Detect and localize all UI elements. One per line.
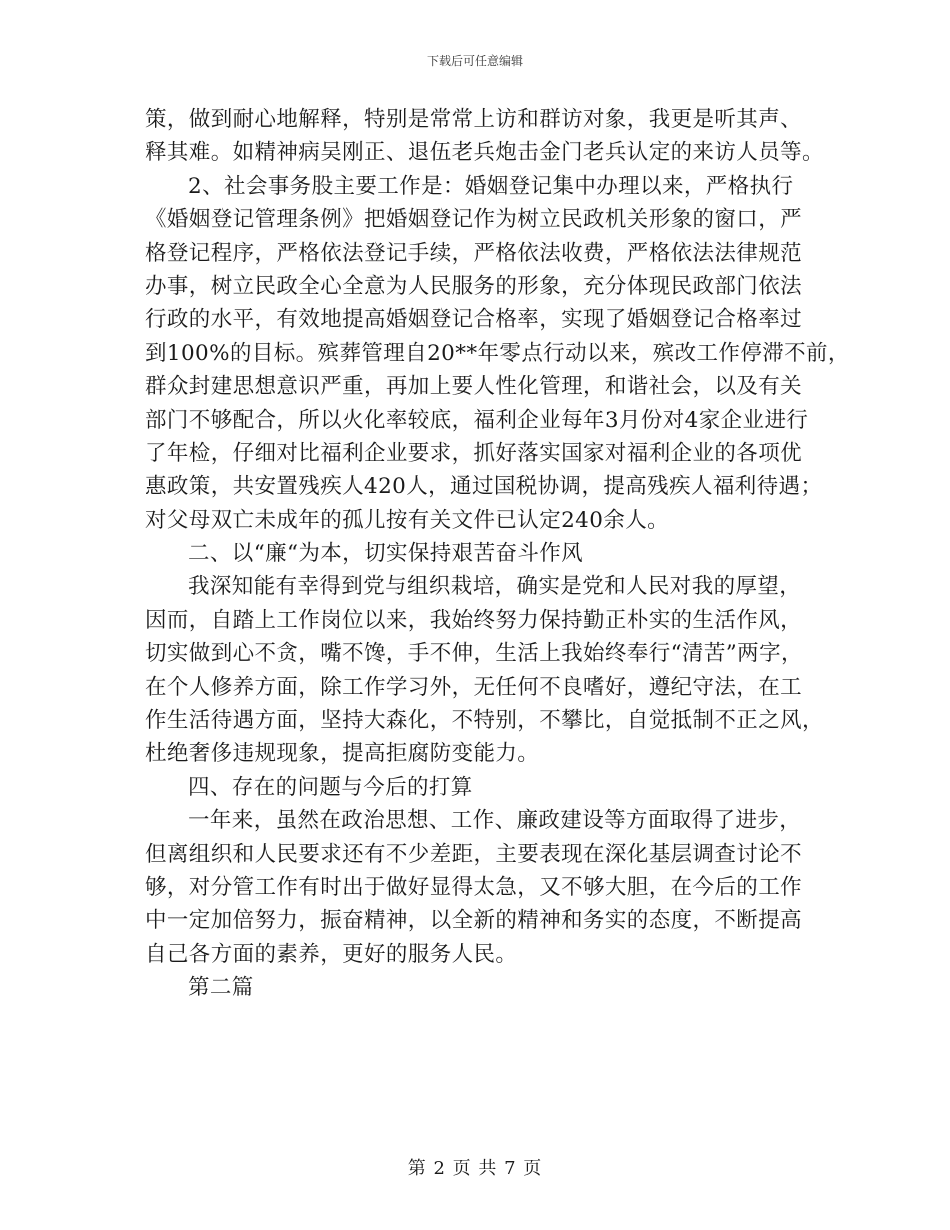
text-line: 因而，自踏上工作岗位以来，我始终努力保持勤正朴实的生活作风，: [145, 607, 803, 633]
text-line: 部门不够配合，所以火化率较底，福利企业每年3月份对4家企业进行: [145, 407, 809, 433]
text-line: 二、以“廉“为本，切实保持艰苦奋斗作风: [188, 541, 584, 567]
text-line: 到100%的目标。殡葬管理自20**年零点行动以来，殡改工作停滞不前，: [145, 340, 850, 366]
text-line: 够，对分管工作有时出于做好显得太急，又不够大胆，在今后的工作: [145, 874, 803, 900]
text-line: 但离组织和人民要求还有不少差距，主要表现在深化基层调查讨论不: [145, 841, 803, 867]
text-line: 自己各方面的素养，更好的服务人民。: [145, 941, 518, 967]
text-line: 杜绝奢侈违规现象，提高拒腐防变能力。: [145, 741, 540, 767]
text-line: 了年检，仔细对比福利企业要求，抓好落实国家对福利企业的各项优: [145, 440, 803, 466]
text-line: 策，做到耐心地解释，特别是常常上访和群访对象，我更是听其声、: [145, 107, 803, 132]
text-line: 四、存在的问题与今后的打算: [188, 774, 473, 800]
text-line: 2、社会事务股主要工作是：婚姻登记集中办理以来，严格执行: [188, 173, 794, 199]
text-line: 作生活待遇方面，坚持大森化，不特别，不攀比，自觉抵制不正之风，: [145, 708, 824, 734]
text-line: 在个人修养方面，除工作学习外，无任何不良嗜好，遵纪守法，在工: [145, 674, 803, 700]
text-line: 办事，树立民政全心全意为人民服务的形象，充分体现民政部门依法: [145, 273, 803, 299]
text-line: 一年来，虽然在政治思想、工作、廉政建设等方面取得了进步，: [188, 808, 802, 834]
text-line: 行政的水平，有效地提高婚姻登记合格率，实现了婚姻登记合格率过: [145, 307, 803, 333]
text-line: 中一定加倍努力，振奋精神，以全新的精神和务实的态度，不断提高: [145, 908, 803, 934]
text-line: 我深知能有幸得到党与组织栽培，确实是党和人民对我的厚望，: [188, 574, 802, 600]
text-line: 第二篇: [188, 975, 254, 1001]
page-header: 下载后可任意编辑: [426, 54, 523, 68]
text-line: 群众封建思想意识严重，再加上要人性化管理，和谐社会，以及有关: [145, 374, 803, 400]
text-line: 惠政策，共安置残疾人420人，通过国税协调，提高残疾人福利待遇；: [145, 474, 823, 500]
text-line: 释其难。如精神病吴刚正、退伍老兵炮击金门老兵认定的来访人员等。: [145, 140, 824, 166]
text-line: 切实做到心不贪，嘴不馋，手不伸，生活上我始终奉行“清苦”两字，: [145, 641, 803, 667]
document-body: [145, 103, 850, 1005]
text-line: 对父母双亡未成年的孤儿按有关文件已认定240余人。: [145, 507, 670, 533]
text-line: 格登记程序，严格依法登记手续，严格依法收费，严格依法法律规范: [145, 240, 803, 266]
page-footer: 第 2 页 共 7 页: [407, 1158, 543, 1179]
text-line: 《婚姻登记管理条例》把婚姻登记作为树立民政机关形象的窗口，严: [145, 207, 803, 233]
